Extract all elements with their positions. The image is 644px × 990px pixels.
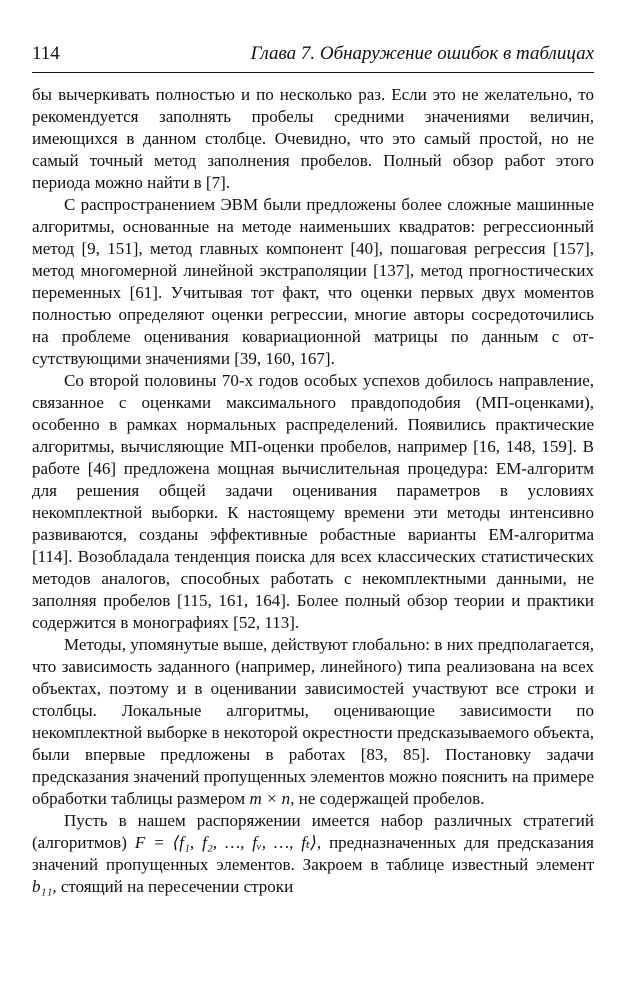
- page-number: 114: [32, 43, 60, 64]
- header-rule: [32, 72, 594, 73]
- running-header: [32, 43, 594, 69]
- paragraph-text: , предназначенных для предсказания значений пропущенных элементов. Закроем в таблице известный элемент: [32, 833, 594, 874]
- book-page: [32, 0, 594, 990]
- paragraph: [32, 634, 594, 810]
- paragraph-text: Пусть в нашем распоряжении имеется набор различных стратегий (алгоритмов): [32, 811, 594, 852]
- math-expression: b₁₁: [32, 877, 53, 896]
- paragraph: Со второй половины 70-х годов особых успехов добилось направление, связанное с оценками максимального правдоподобия (МП-оценками), особенно в рамках нормальных распределений. Появились практические алгоритмы, вычисляющие МП-оценки пробелов, например [16, 148, 159]. В работе [46] предложена мощная вычислительная процедура: ЕМ-алгоритм для решения общей задачи оценивания параметров в условиях некомплектной выборки. К настоящему времени эти методы интенсивно развиваются, созданы эффективные робастные варианты ЕМ-алгоритма [114]. Возобладала тенденция поиска для всех классических статистических методов аналогов, способных работать с некомплектными данными, не заполняя пробелов [115, 161, 164]. Более полный обзор теории и практики содержится в монографиях [52, 113].: [32, 371, 594, 632]
- chapter-title: Глава 7. Обнаружение ошибок в таблицах: [250, 43, 594, 64]
- body-text: [32, 84, 594, 898]
- paragraph: [32, 810, 594, 898]
- paragraph-text: Методы, упомянутые выше, действуют глобально: в них предполагается, что зависимость заданного (например, линейного) типа реализована на всех объектах, поэтому и в оценивании зависимостей участвуют все строки и столбцы. Локальные алгоритмы, оценивающие зависимости по некомплектной выборке в некоторой окрестности предсказываемого объекта, были впервые предложены в работах [83, 85]. Постановку задачи предсказания значений пропущенных элементов можно пояснить на примере обработки таблицы размером: [32, 635, 594, 808]
- paragraph: С распространением ЭВМ были предложены более сложные машинные алгоритмы, основанные на методе наименьших квадратов: регрессионный метод [9, 151], метод главных компонент [40], пошаговая регрессия [157], метод многомерной линейной экстраполяции [137], метод прогностических переменных [61]. Учитывая тот факт, что оценки первых двух моментов полностью определяют оценки регрессии, многие авторы сосредоточились на проблеме оценивания ковариационной матрицы по данным с отсутствующими значениями [39, 160, 167].: [32, 195, 594, 368]
- math-expression: m × n: [249, 789, 291, 808]
- math-expression: F = ⟨f₁, f₂, …, fᵥ, …, fₜ⟩: [134, 833, 317, 852]
- paragraph: бы вычеркивать полностью и по несколько раз. Если это не желательно, то рекомендуется заполнять пробелы средними значениями величин, имеющихся в данном столбце. Очевидно, что это самый простой, но не самый точный метод заполнения пробелов. Полный обзор работ этого периода можно найти в [7].: [32, 85, 594, 192]
- paragraph-text: , стоящий на пересечении строки: [52, 877, 294, 896]
- paragraph-text: , не содержащей пробелов.: [290, 789, 485, 808]
